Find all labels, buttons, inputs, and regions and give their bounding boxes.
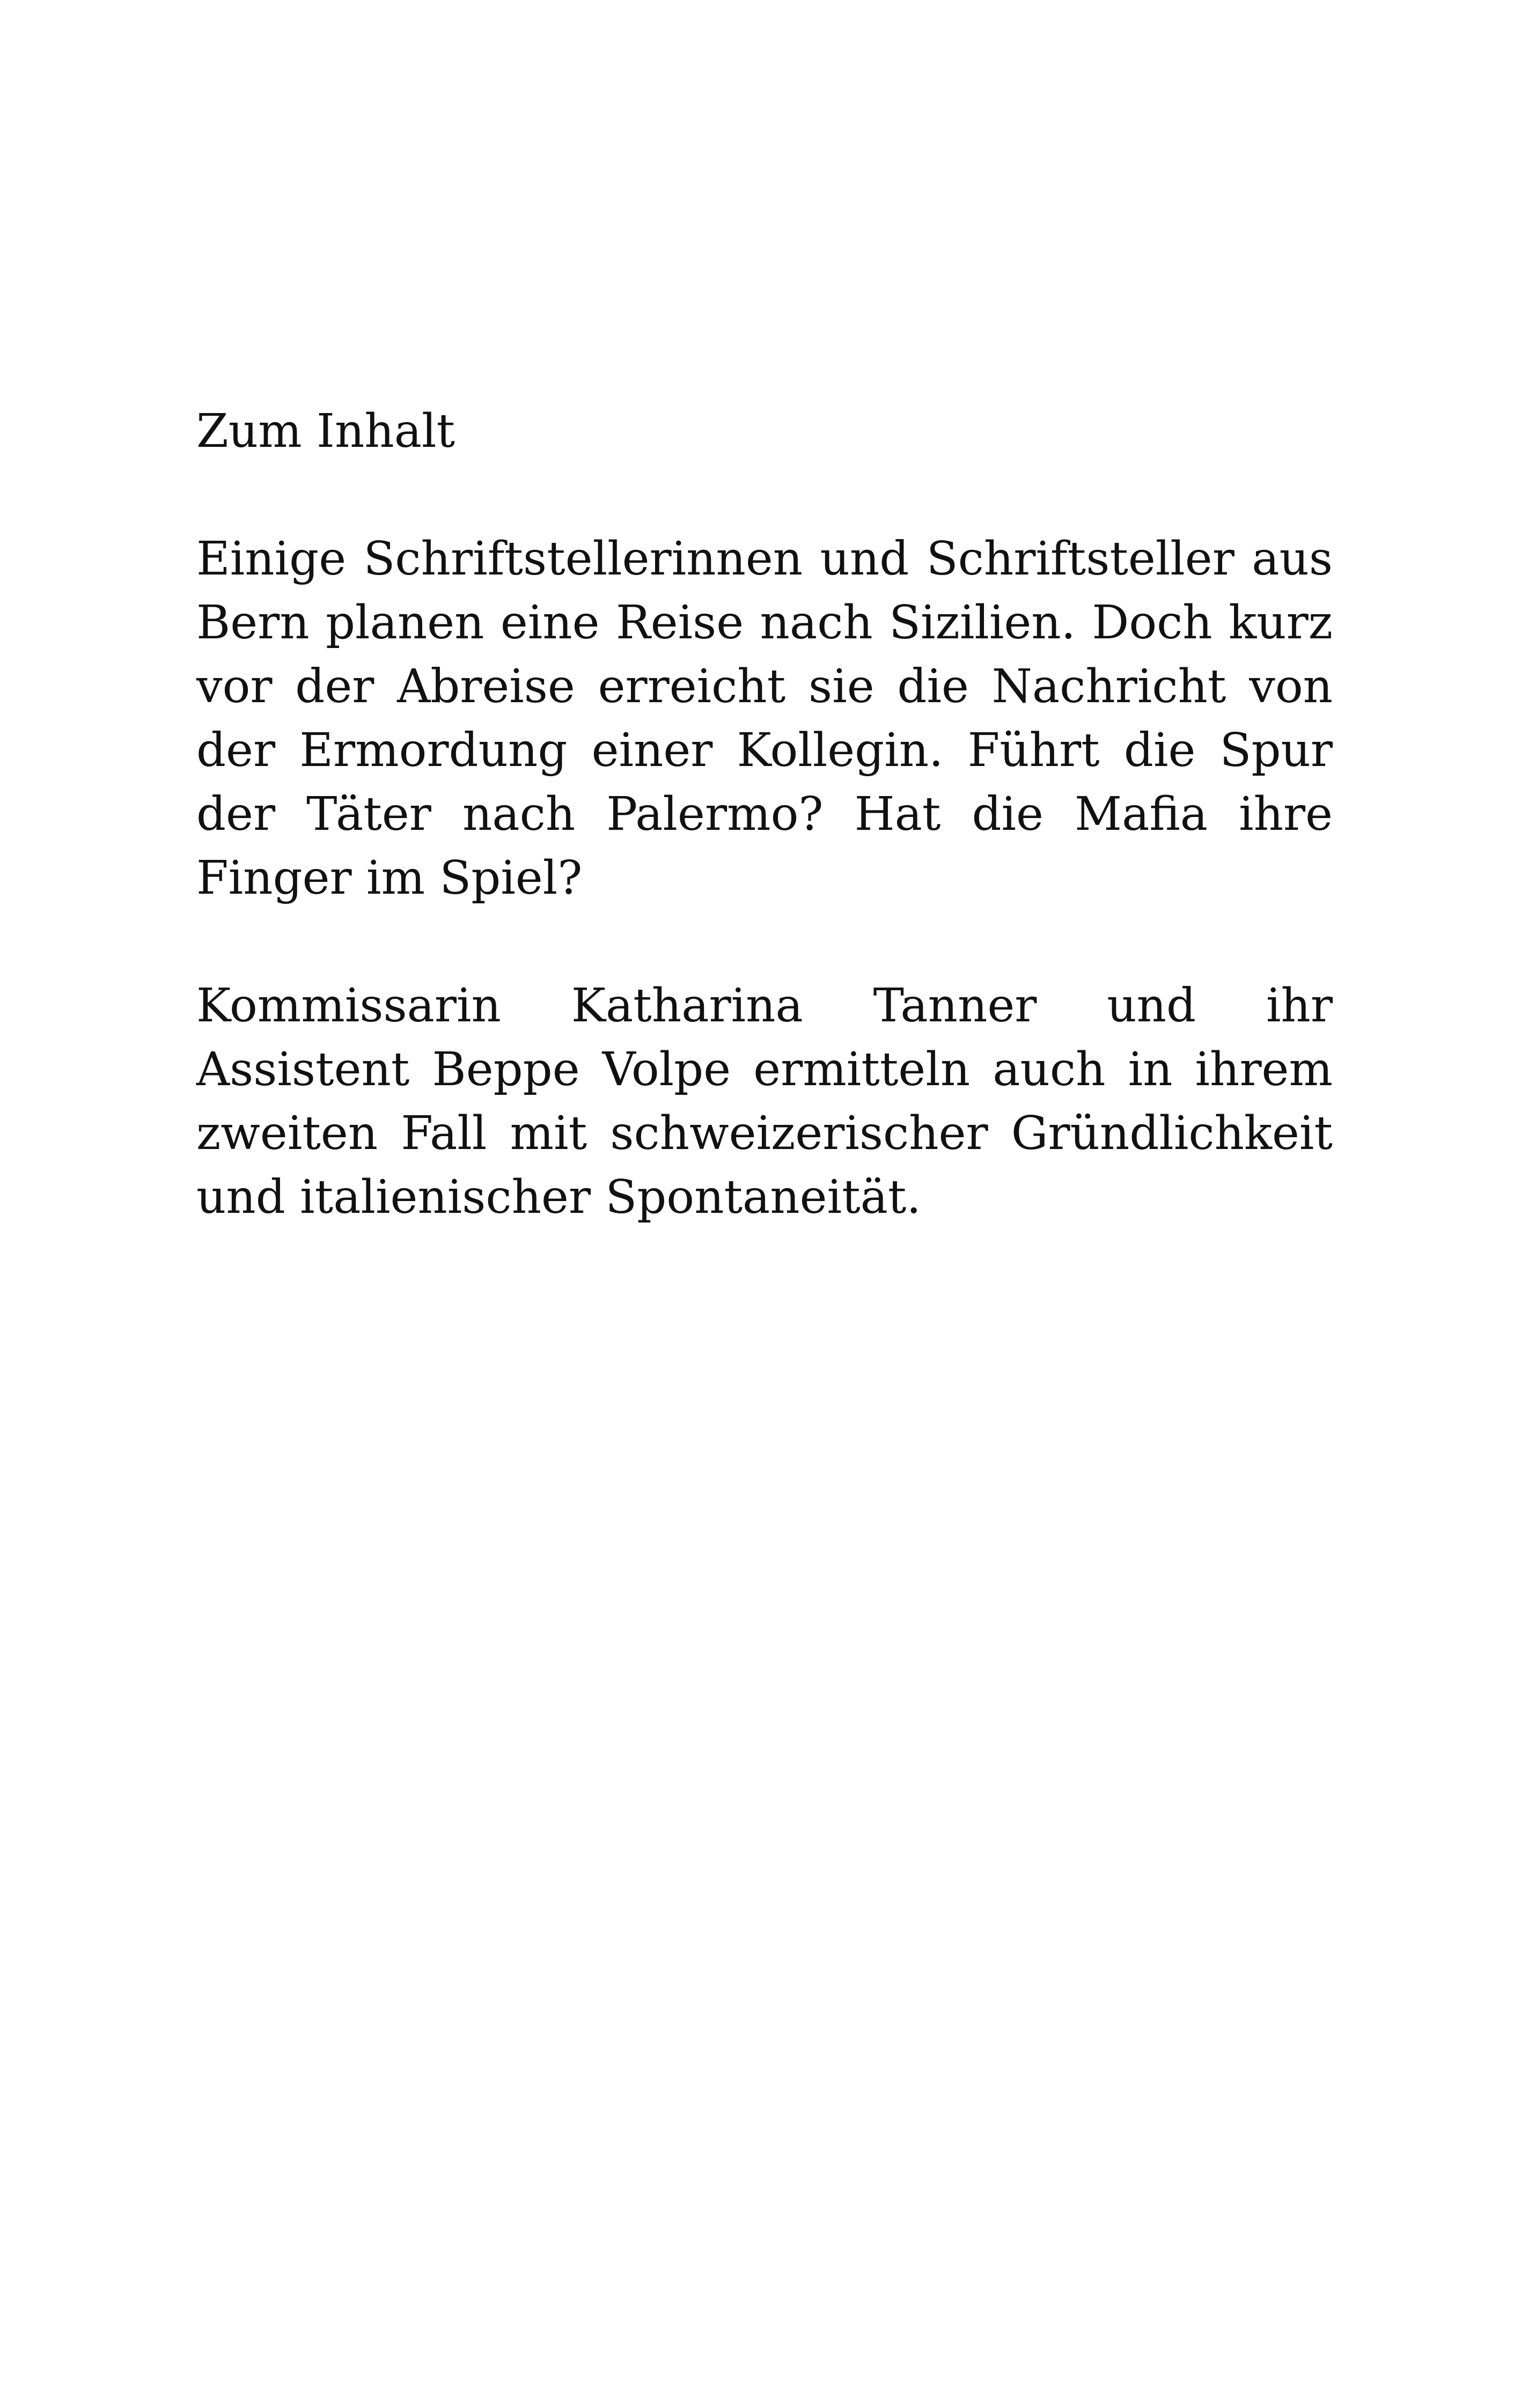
summary-paragraph-2: Kommissarin Katharina Tanner und ihr Assistent Beppe Volpe ermitteln auch in ihrem zweiten Fall mit schweizerischer Gründlichkeit und italienischer Spontaneität. bbox=[196, 979, 1333, 1224]
content-block bbox=[196, 400, 1333, 1229]
summary-paragraph-1: Einige Schriftstellerinnen und Schriftsteller aus Bern planen eine Reise nach Sizilien. Doch kurz vor der Abreise erreicht sie die Nachricht von der Ermordung einer Kollegin. Führt die Spur der Täter nach Palermo? Hat die Mafia ihre Finger im Spiel? bbox=[196, 532, 1333, 905]
section-heading: Zum Inhalt bbox=[196, 404, 455, 458]
